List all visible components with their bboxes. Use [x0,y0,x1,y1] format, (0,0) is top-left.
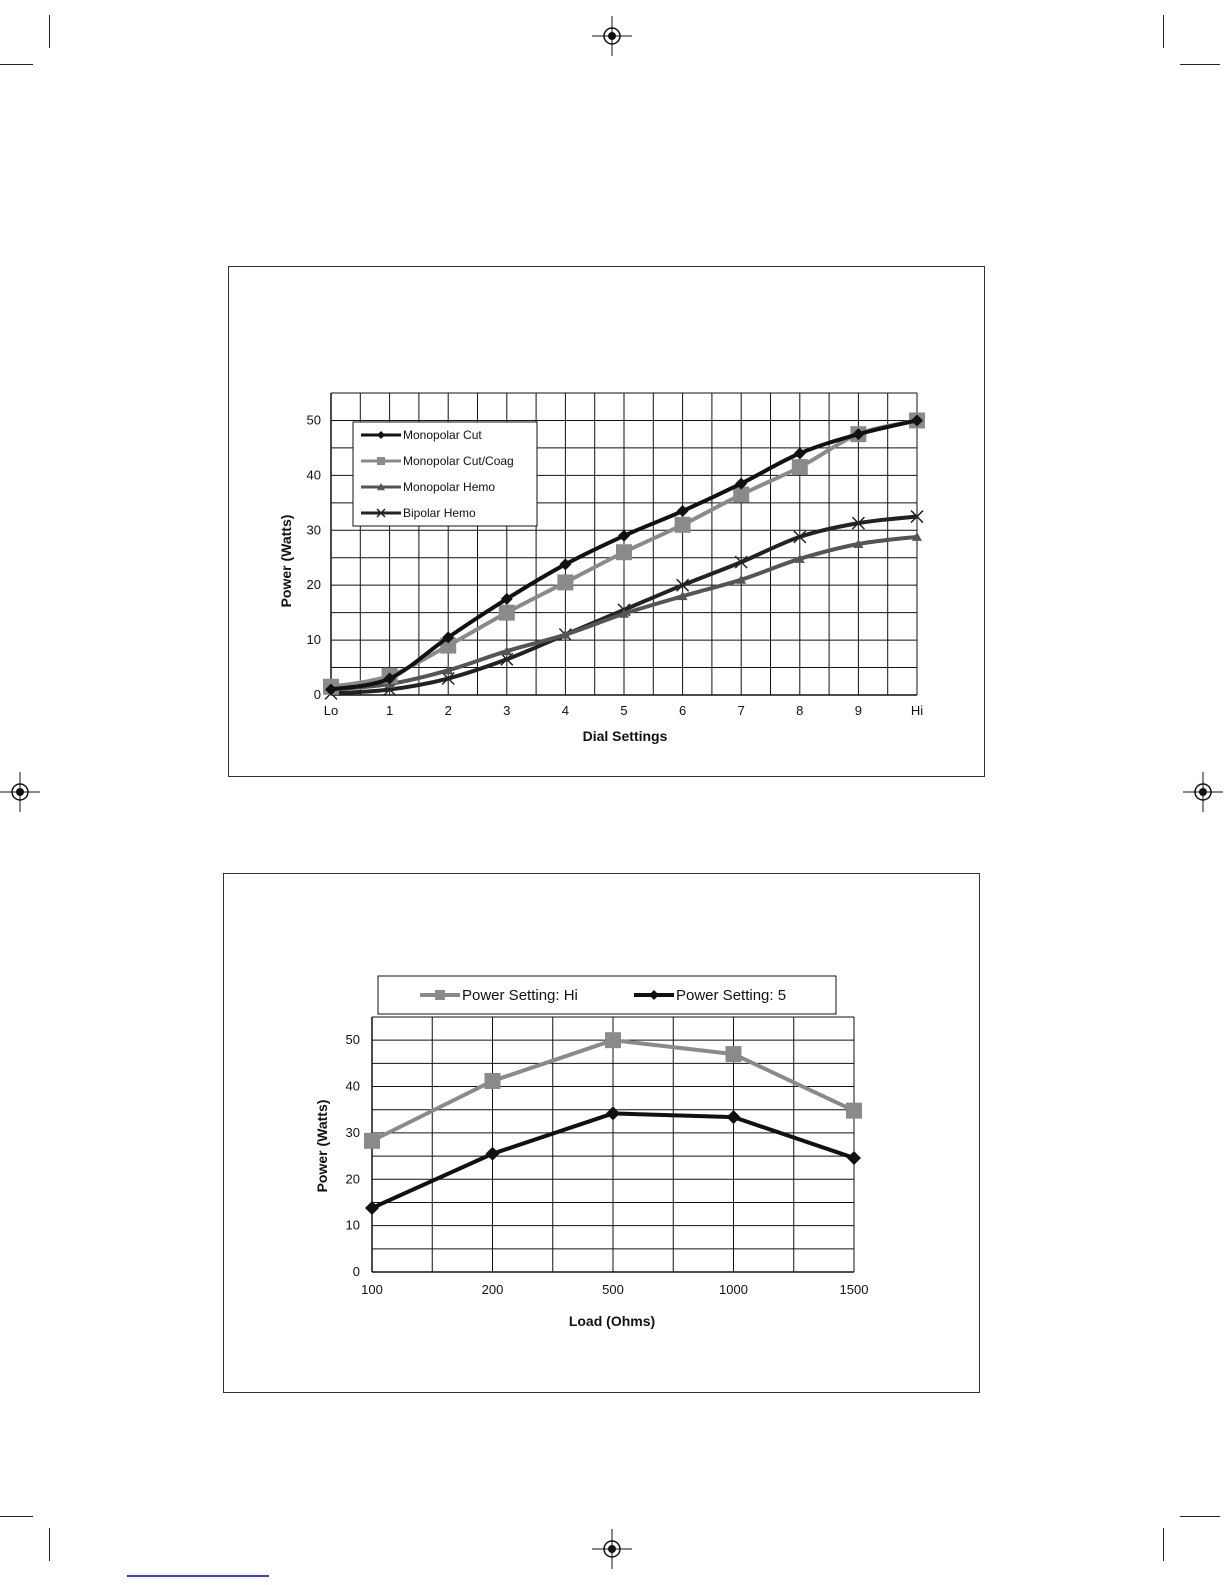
chart-1-data-point [618,530,630,542]
chart-1-legend [353,422,537,526]
chart-2-xtick-label: 500 [602,1282,624,1297]
chart-1-legend-label: Bipolar Hemo [403,506,476,520]
chart-2-data-point [726,1046,742,1062]
crop-mark-top-left-horizontal [0,64,33,65]
registration-mark-top-icon [592,16,632,56]
chart-2-xtick-label: 1000 [719,1282,748,1297]
chart-1-xtick-label: Lo [323,703,339,718]
chart-1-x-axis-title: Dial Settings [582,728,668,744]
chart-1-data-point [794,447,806,459]
chart-2-ytick-label: 50 [345,1032,360,1048]
chart-1-xtick-label: 2 [444,703,452,718]
chart-2-data-point [847,1151,861,1165]
chart-1-data-point [499,605,515,621]
registration-mark-bottom-icon [592,1529,632,1569]
chart-2-xtick-label: 1500 [839,1282,869,1297]
chart-1-legend-label: Monopolar Cut [403,428,482,442]
chart-1-data-point [557,574,573,590]
chart-2-ytick-label: 20 [345,1171,360,1187]
chart-1-data-point [675,517,691,533]
chart-2-data-point [364,1133,380,1149]
chart-2-data-point [365,1201,379,1215]
chart-1-xtick-label: Hi [910,703,924,718]
chart-2-ytick-label: 0 [352,1264,360,1279]
crop-mark-bottom-left-horizontal [0,1516,33,1517]
chart-2-legend-label: Power Setting: Hi [462,987,578,1004]
chart-2-y-axis-title: Power (Watts) [314,1099,330,1193]
chart-1-legend-marker [377,457,385,465]
crop-mark-bottom-right-horizontal [1180,1516,1220,1517]
chart-2-ytick-label: 30 [345,1124,360,1140]
chart-1-xtick-label: 8 [796,703,804,718]
chart-2-legend-marker [435,990,445,1000]
chart-2-xticks [361,1282,868,1297]
chart-1-ytick-label: 20 [306,577,321,593]
chart-2-data-point [606,1106,620,1120]
chart-1-legend-label: Monopolar Cut/Coag [403,454,514,468]
chart-1-data-point [792,459,808,475]
crop-mark-top-right-horizontal [1180,64,1220,65]
chart-1-ytick-label: 40 [306,467,321,483]
crop-mark-top-right-vertical [1163,15,1164,48]
chart-1-xticks [324,703,923,718]
chart-1-xtick-label: 4 [561,703,570,718]
chart-1-svg [229,267,986,778]
chart-1-xtick-label: 3 [503,703,511,718]
chart-power-vs-dial-settings [228,266,985,777]
chart-2-grid [372,1017,854,1272]
crop-mark-top-left-vertical [49,15,50,48]
chart-2-yticks [346,1032,360,1279]
chart-power-vs-load [223,873,980,1393]
chart-2-xtick-label: 200 [481,1282,504,1297]
chart-2-data-point [846,1103,862,1119]
chart-2-data-point [605,1032,621,1048]
chart-2-svg [224,874,981,1394]
chart-1-yticks [307,412,321,702]
crop-mark-bottom-right-vertical [1163,1528,1164,1561]
chart-1-xtick-label: 7 [737,703,745,718]
chart-1-xtick-label: 6 [678,703,687,718]
chart-2-data-point [485,1073,501,1089]
chart-2-data-point [727,1110,741,1124]
chart-1-ytick-label: 10 [306,632,321,648]
chart-1-xtick-label: 5 [620,703,628,718]
chart-2-data-point [486,1147,500,1161]
crop-mark-bottom-left-vertical [49,1528,50,1561]
chart-1-legend-label: Monopolar Hemo [403,480,496,494]
chart-2-x-axis-title: Load (Ohms) [568,1313,656,1329]
chart-2-ytick-label: 40 [345,1078,360,1094]
chart-1-xtick-label: 9 [854,703,863,718]
chart-1-ytick-label: 0 [313,687,321,702]
chart-1-y-axis-title: Power (Watts) [278,514,294,608]
chart-1-data-point [677,505,689,517]
chart-1-data-point [616,544,632,560]
chart-2-ytick-label: 10 [345,1217,360,1233]
registration-mark-right-icon [1183,772,1223,812]
registration-mark-left-icon [0,772,40,812]
chart-1-xtick-label: 1 [385,703,394,718]
chart-1-ytick-label: 50 [306,412,321,428]
bottom-link-underline [127,1575,269,1577]
chart-2-legend-label: Power Setting: 5 [676,987,787,1004]
chart-2-xtick-label: 100 [361,1282,383,1297]
chart-1-ytick-label: 30 [306,522,321,538]
chart-2-legend [378,976,836,1014]
